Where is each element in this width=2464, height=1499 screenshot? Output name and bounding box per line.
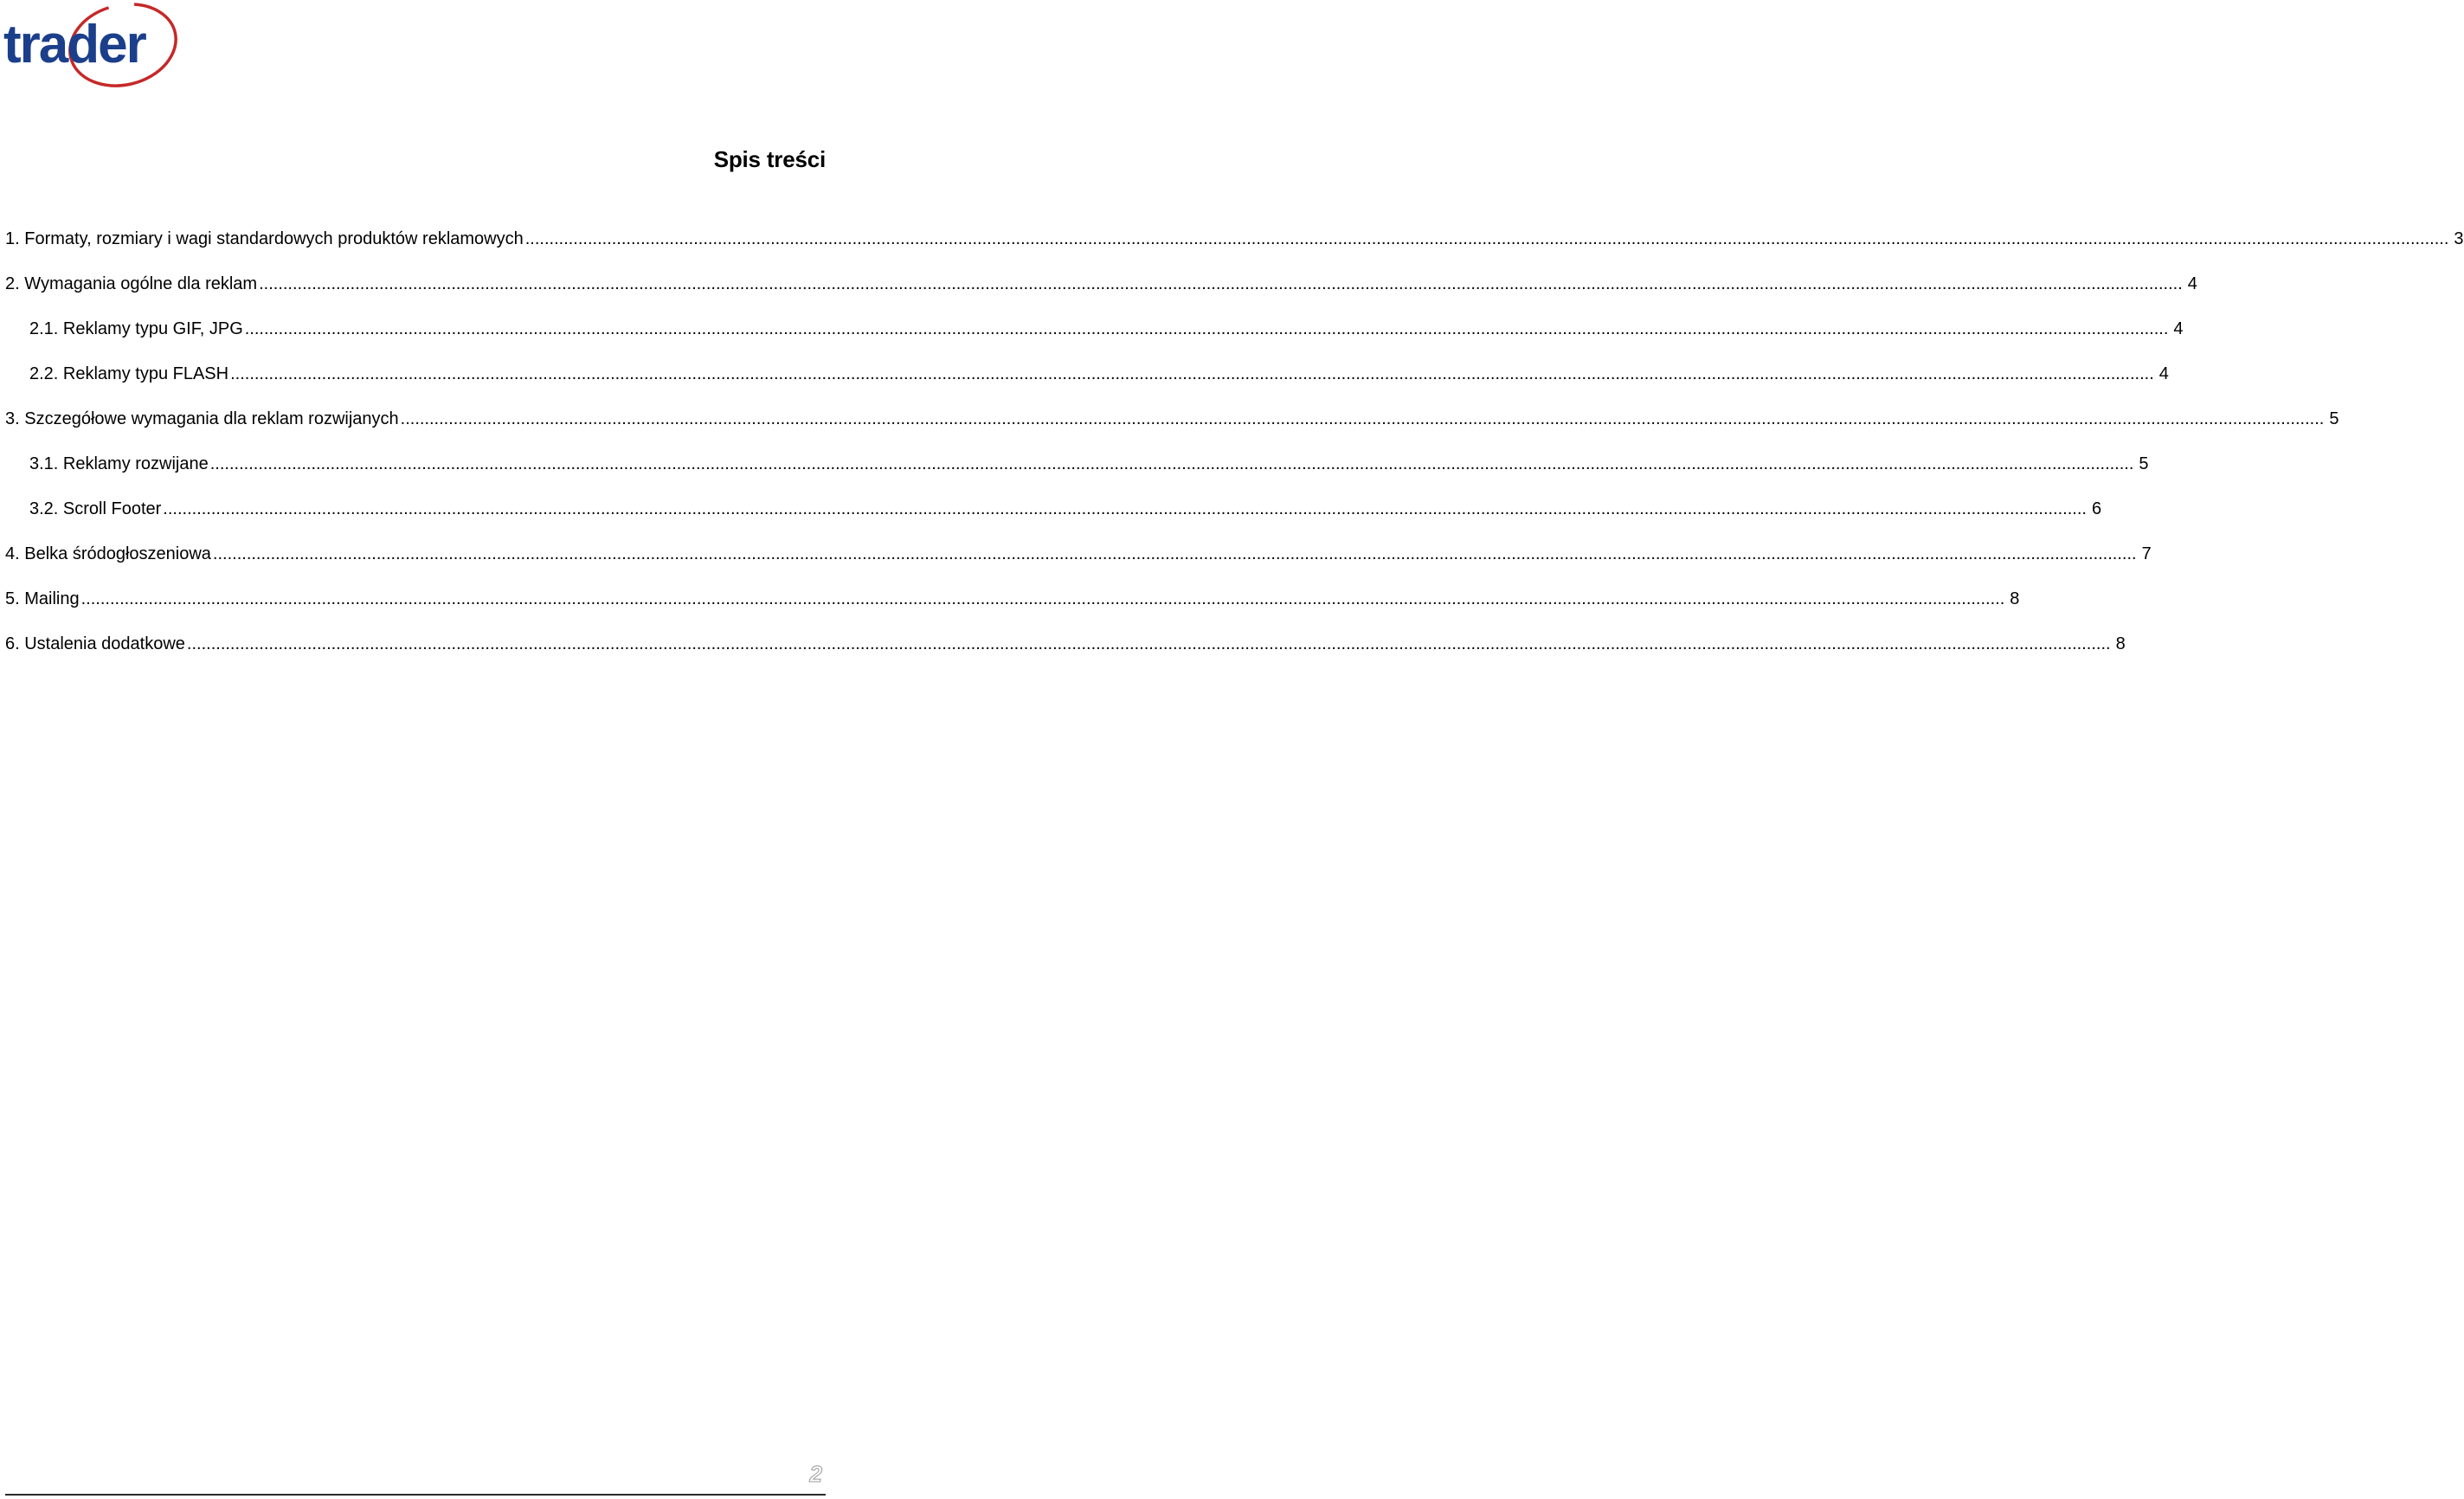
toc-dot-leader: ................................................................................................................................................................................................................................................................................................................................................................................................................	[80, 589, 2005, 608]
toc-entry-page: 3	[2454, 229, 2464, 248]
toc-entry-page: 6	[2091, 499, 2102, 518]
toc-entry-page: 7	[2141, 544, 2152, 563]
toc-entry[interactable]	[5, 268, 2197, 313]
toc-entry[interactable]	[5, 313, 2184, 358]
table-of-contents	[5, 223, 2464, 673]
toc-entry-page: 4	[2173, 319, 2184, 338]
toc-entry-title: 4. Belka śródogłoszeniowa	[5, 544, 211, 563]
toc-entry-page: 4	[2187, 274, 2197, 293]
toc-entry-title: 3.1. Reklamy rozwijane	[29, 454, 209, 473]
toc-dot-leader: ................................................................................................................................................................................................................................................................................................................................................................................................................	[212, 544, 2137, 563]
toc-entry-title: 2. Wymagania ogólne dla reklam	[5, 274, 258, 293]
page-number: 2	[809, 1461, 822, 1487]
toc-entry-page: 8	[2010, 589, 2020, 608]
toc-dot-leader: ................................................................................................................................................................................................................................................................................................................................................................................................................	[209, 454, 2134, 473]
toc-entry-title: 2.2. Reklamy typu FLASH	[29, 364, 229, 383]
toc-entry[interactable]	[5, 583, 2020, 628]
toc-entry-title: 6. Ustalenia dodatkowe	[5, 634, 185, 653]
toc-entry-title: 3.2. Scroll Footer	[29, 499, 162, 518]
toc-entry-page: 5	[2329, 409, 2339, 428]
toc-entry-page: 5	[2139, 454, 2149, 473]
toc-entry[interactable]	[5, 358, 2169, 403]
toc-entry-page: 8	[2115, 634, 2126, 653]
trader-logo-graphic	[2, 0, 183, 95]
toc-entry-page: 4	[2158, 364, 2169, 383]
toc-dot-leader: ................................................................................................................................................................................................................................................................................................................................................................................................................	[259, 274, 2183, 293]
toc-entry-title: 1. Formaty, rozmiary i wagi standardowych produktów reklamowych	[5, 229, 524, 248]
toc-dot-leader: ................................................................................................................................................................................................................................................................................................................................................................................................................	[244, 319, 2169, 338]
trader-logo	[2, 0, 183, 95]
toc-dot-leader: ................................................................................................................................................................................................................................................................................................................................................................................................................	[400, 409, 2325, 428]
toc-entry[interactable]	[5, 538, 2152, 583]
toc-entry[interactable]	[5, 448, 2149, 493]
toc-heading: Spis treści	[713, 146, 826, 172]
footer-rule	[5, 1494, 826, 1496]
toc-dot-leader: ................................................................................................................................................................................................................................................................................................................................................................................................................	[230, 364, 2154, 383]
toc-entry[interactable]	[5, 403, 2339, 448]
toc-entry[interactable]	[5, 223, 2464, 268]
toc-entry-title: 2.1. Reklamy typu GIF, JPG	[29, 319, 243, 338]
logo-wordmark: trader	[3, 15, 145, 74]
toc-entry-title: 5. Mailing	[5, 589, 80, 608]
toc-dot-leader: ................................................................................................................................................................................................................................................................................................................................................................................................................	[524, 229, 2449, 248]
toc-dot-leader: ................................................................................................................................................................................................................................................................................................................................................................................................................	[186, 634, 2111, 653]
toc-entry-title: 3. Szczegółowe wymagania dla reklam rozwijanych	[5, 409, 399, 428]
toc-entry[interactable]	[5, 628, 2126, 673]
toc-dot-leader: ................................................................................................................................................................................................................................................................................................................................................................................................................	[163, 499, 2087, 518]
toc-entry[interactable]	[5, 493, 2102, 538]
